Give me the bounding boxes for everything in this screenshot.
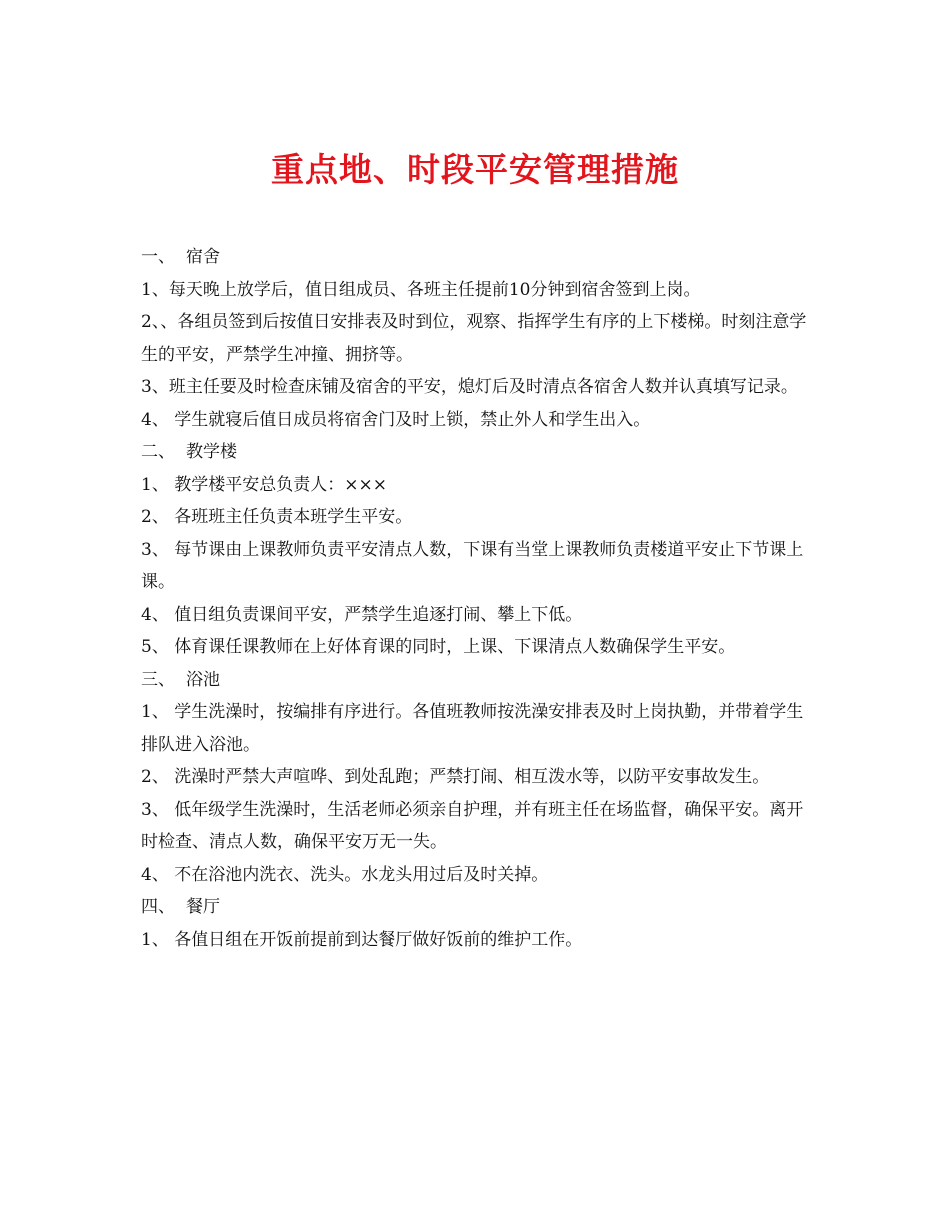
section-heading-teaching-building [141,436,813,469]
list-item: 4、 值日组负责课间平安，严禁学生追逐打闹、攀上下低。 [141,604,583,625]
document-body [141,241,813,956]
section-number: 三、 [141,669,175,690]
section-number: 一、 [141,247,175,267]
list-item: 2、 各班班主任负责本班学生平安。 [141,507,413,527]
section-heading-bathhouse [141,664,813,697]
list-item: 4、 不在浴池内洗衣、洗头。水龙头用过后及时关掉。 [141,864,549,885]
list-item: 1、 教学楼平安总负责人：××× [141,474,387,495]
list-item: 1、 学生洗澡时，按编排有序进行。各值班教师按洗澡安排表及时上岗执勤，并带着学生排队进入浴池。 [141,702,804,755]
list-item: 3、 低年级学生洗澡时，生活老师必须亲自护理，并有班主任在场监督，确保平安。离开时检查、清点人数，确保平安万无一失。 [141,799,804,852]
list-item: 3、 每节课由上课教师负责平安清点人数，下课有当堂上课教师负责楼道平安止下节课上课。 [141,539,804,592]
page-title: 重点地、时段平安管理措施 [271,150,679,190]
list-item: 1、 各值日组在开饭前提前到达餐厅做好饭前的维护工作。 [141,929,583,950]
section-label: 教学楼 [186,442,237,462]
list-item: 3、班主任要及时检查床铺及宿舍的平安，熄灯后及时清点各宿舍人数并认真填写记录。 [141,377,798,397]
section-label: 餐厅 [186,897,220,917]
section-label: 浴池 [186,669,220,690]
list-item: 2、、各组员签到后按值日安排表及时到位，观察、指挥学生有序的上下楼梯。时刻注意学生的平安，严禁学生冲撞、拥挤等。 [141,312,807,365]
section-label: 宿舍 [186,247,220,267]
list-item: 2、 洗澡时严禁大声喧哗、到处乱跑；严禁打闹、相互泼水等，以防平安事故发生。 [141,767,770,787]
section-heading-dining-hall [141,891,813,924]
list-item: 1、每天晚上放学后，值日组成员、各班主任提前10分钟到宿舍签到上岗。 [141,279,701,300]
section-heading-dormitory [141,241,813,274]
section-number: 四、 [141,897,175,917]
list-item: 5、 体育课任课教师在上好体育课的同时，上课、下课清点人数确保学生平安。 [141,637,736,657]
section-number: 二、 [141,442,175,462]
list-item: 4、 学生就寝后值日成员将宿舍门及时上锁，禁止外人和学生出入。 [141,409,651,430]
